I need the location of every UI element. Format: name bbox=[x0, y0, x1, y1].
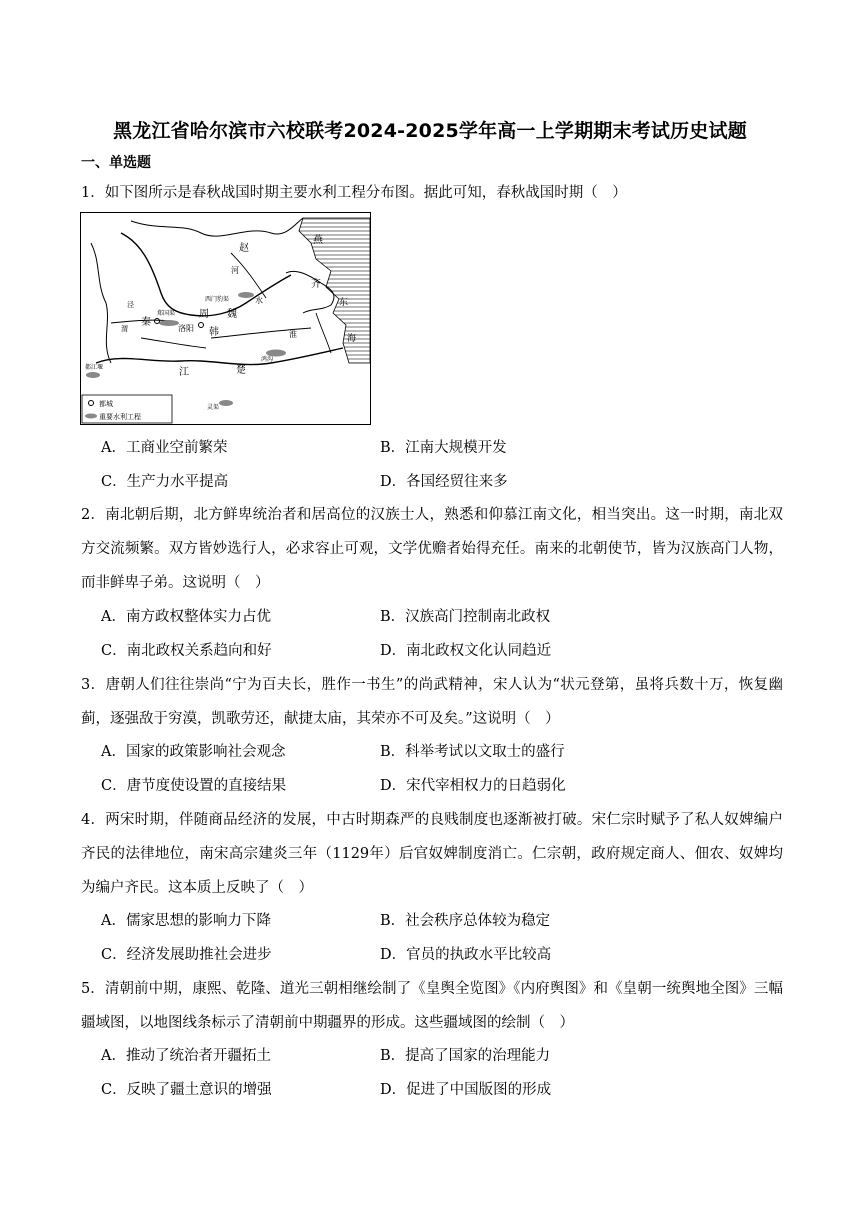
canal bbox=[316, 313, 331, 353]
legend-project-symbol bbox=[85, 414, 97, 419]
q2-option-b[interactable]: B．汉族高门控制南北政权 bbox=[380, 609, 551, 625]
q4-option-c[interactable]: C．经济发展助推社会进步 bbox=[101, 947, 272, 963]
project-marker bbox=[159, 320, 179, 326]
shandong-coast bbox=[286, 271, 334, 313]
question-5-stem: 5．清朝前中期，康熙、乾隆、道光三朝相继绘制了《皇舆全览图》《内府舆图》和《皇朝一统舆地全图》三幅疆域图，以地图线条标示了清朝前中期疆界的形成。这些疆域图的绘制（ ） bbox=[81, 981, 783, 1031]
section-heading: 一、单选题 bbox=[81, 155, 151, 171]
label-qin: 秦 bbox=[141, 317, 151, 328]
question-4-stem: 4．两宋时期，伴随商品经济的发展，中古时期森严的良贱制度也逐渐被打破。宋仁宗时赋予了私人奴婢编户齐民的法律地位，南宋高宗建炎三年（1129年）后官奴婢制度消亡。仁宗朝，政府规定商人、佃农、奴婢均为编户齐民。这本质上反映了（ ） bbox=[81, 812, 783, 896]
q4-option-d[interactable]: D．官员的执政水平比较高 bbox=[380, 947, 552, 963]
q5-option-c[interactable]: C．反映了疆土意识的增强 bbox=[101, 1082, 272, 1098]
legend-project: 重要水利工程 bbox=[99, 413, 141, 421]
question-1-stem: 1．如下图所示是春秋战国时期主要水利工程分布图。据此可知，春秋战国时期（ ） bbox=[81, 185, 627, 201]
project-marker bbox=[219, 400, 233, 406]
question-2-stem: 2．南北朝后期，北方鲜卑统治者和居高位的汉族士人，熟悉和仰慕江南文化，相当突出。这一时期，南北双方交流频繁。双方皆妙选行人，必求容止可观，文学优赡者始得充任。南来的北朝使节，皆为汉族高门人物，而非鲜卑子弟。这说明（ ） bbox=[81, 507, 783, 591]
label-zhengguo: 郑国渠 bbox=[157, 310, 176, 317]
q2-option-a[interactable]: A．南方政权整体实力占优 bbox=[101, 609, 271, 625]
label-zhao: 赵 bbox=[239, 243, 249, 254]
q5-option-d[interactable]: D．促进了中国版图的形成 bbox=[380, 1082, 552, 1098]
label-qi: 齐 bbox=[311, 279, 321, 290]
label-ximen: 西门豹渠 bbox=[205, 296, 230, 303]
q2-option-c[interactable]: C．南北政权关系趋向和好 bbox=[101, 643, 272, 659]
yellow-river bbox=[121, 233, 291, 316]
label-zhou: 周 bbox=[199, 309, 209, 320]
q1-option-c[interactable]: C．生产力水平提高 bbox=[101, 474, 229, 490]
label-yan: 燕 bbox=[313, 235, 323, 246]
label-huai: 淮 bbox=[289, 330, 297, 339]
sea-area bbox=[299, 218, 370, 363]
page-title: 黑龙江省哈尔滨市六校联考2024-2025学年高一上学期期末考试历史试题 bbox=[113, 120, 747, 142]
q3-option-b[interactable]: B．科举考试以文取士的盛行 bbox=[380, 744, 565, 760]
q4-option-b[interactable]: B．社会秩序总体较为稳定 bbox=[380, 913, 551, 929]
project-marker bbox=[238, 292, 254, 298]
q4-option-a[interactable]: A．儒家思想的影响力下降 bbox=[101, 913, 271, 929]
q3-option-a[interactable]: A．国家的政策影响社会观念 bbox=[101, 744, 286, 760]
north-border bbox=[131, 218, 303, 236]
label-hai: 海 bbox=[347, 334, 357, 344]
capital-marker bbox=[199, 323, 204, 328]
label-wei: 魏 bbox=[227, 309, 237, 320]
label-chu: 楚 bbox=[236, 365, 246, 376]
legend-capital: 都城 bbox=[99, 400, 113, 408]
han-river bbox=[141, 338, 206, 348]
label-dong: 东 bbox=[339, 298, 349, 308]
project-marker bbox=[86, 372, 100, 378]
q5-option-a[interactable]: A．推动了统治者开疆拓土 bbox=[101, 1048, 271, 1064]
label-jiang: 江 bbox=[179, 367, 189, 378]
q2-option-d[interactable]: D．南北政权文化认同趋近 bbox=[380, 643, 552, 659]
q3-option-d[interactable]: D．宋代宰相权力的日趋弱化 bbox=[380, 778, 566, 794]
label-linggu: 灵渠 bbox=[207, 404, 220, 411]
label-he: 河 bbox=[231, 266, 239, 275]
label-luoyang: 洛阳 bbox=[178, 324, 194, 333]
q3-option-c[interactable]: C．唐节度使设置的直接结果 bbox=[101, 778, 287, 794]
northern-river bbox=[231, 253, 266, 298]
q5-option-b[interactable]: B．提高了国家的治理能力 bbox=[380, 1048, 551, 1064]
question-3-stem: 3．唐朝人们往往崇尚“宁为百夫长，胜作一书生”的尚武精神，宋人认为“状元登第，虽将兵数十万，恢复幽蓟，逐强敌于穷漠，凯歌劳还，献捷太庙，其荣亦不可及矣。”这说明（ ） bbox=[81, 677, 783, 727]
yangtze-river bbox=[96, 348, 343, 365]
west-border bbox=[91, 243, 111, 363]
label-shui: 水 bbox=[255, 296, 263, 305]
label-wei-river: 渭 bbox=[121, 325, 128, 333]
label-jing: 泾 bbox=[127, 301, 134, 309]
capital-marker bbox=[155, 319, 160, 324]
q1-option-b[interactable]: B．江南大规模开发 bbox=[380, 440, 507, 456]
water-projects-map bbox=[80, 212, 371, 425]
q1-option-a[interactable]: A．工商业空前繁荣 bbox=[101, 440, 228, 456]
label-dujiangyan: 都江堰 bbox=[85, 364, 104, 371]
label-han: 韩 bbox=[209, 327, 219, 338]
q1-option-d[interactable]: D．各国经贸往来多 bbox=[380, 474, 508, 490]
label-honggou: 鸿沟 bbox=[261, 356, 274, 363]
